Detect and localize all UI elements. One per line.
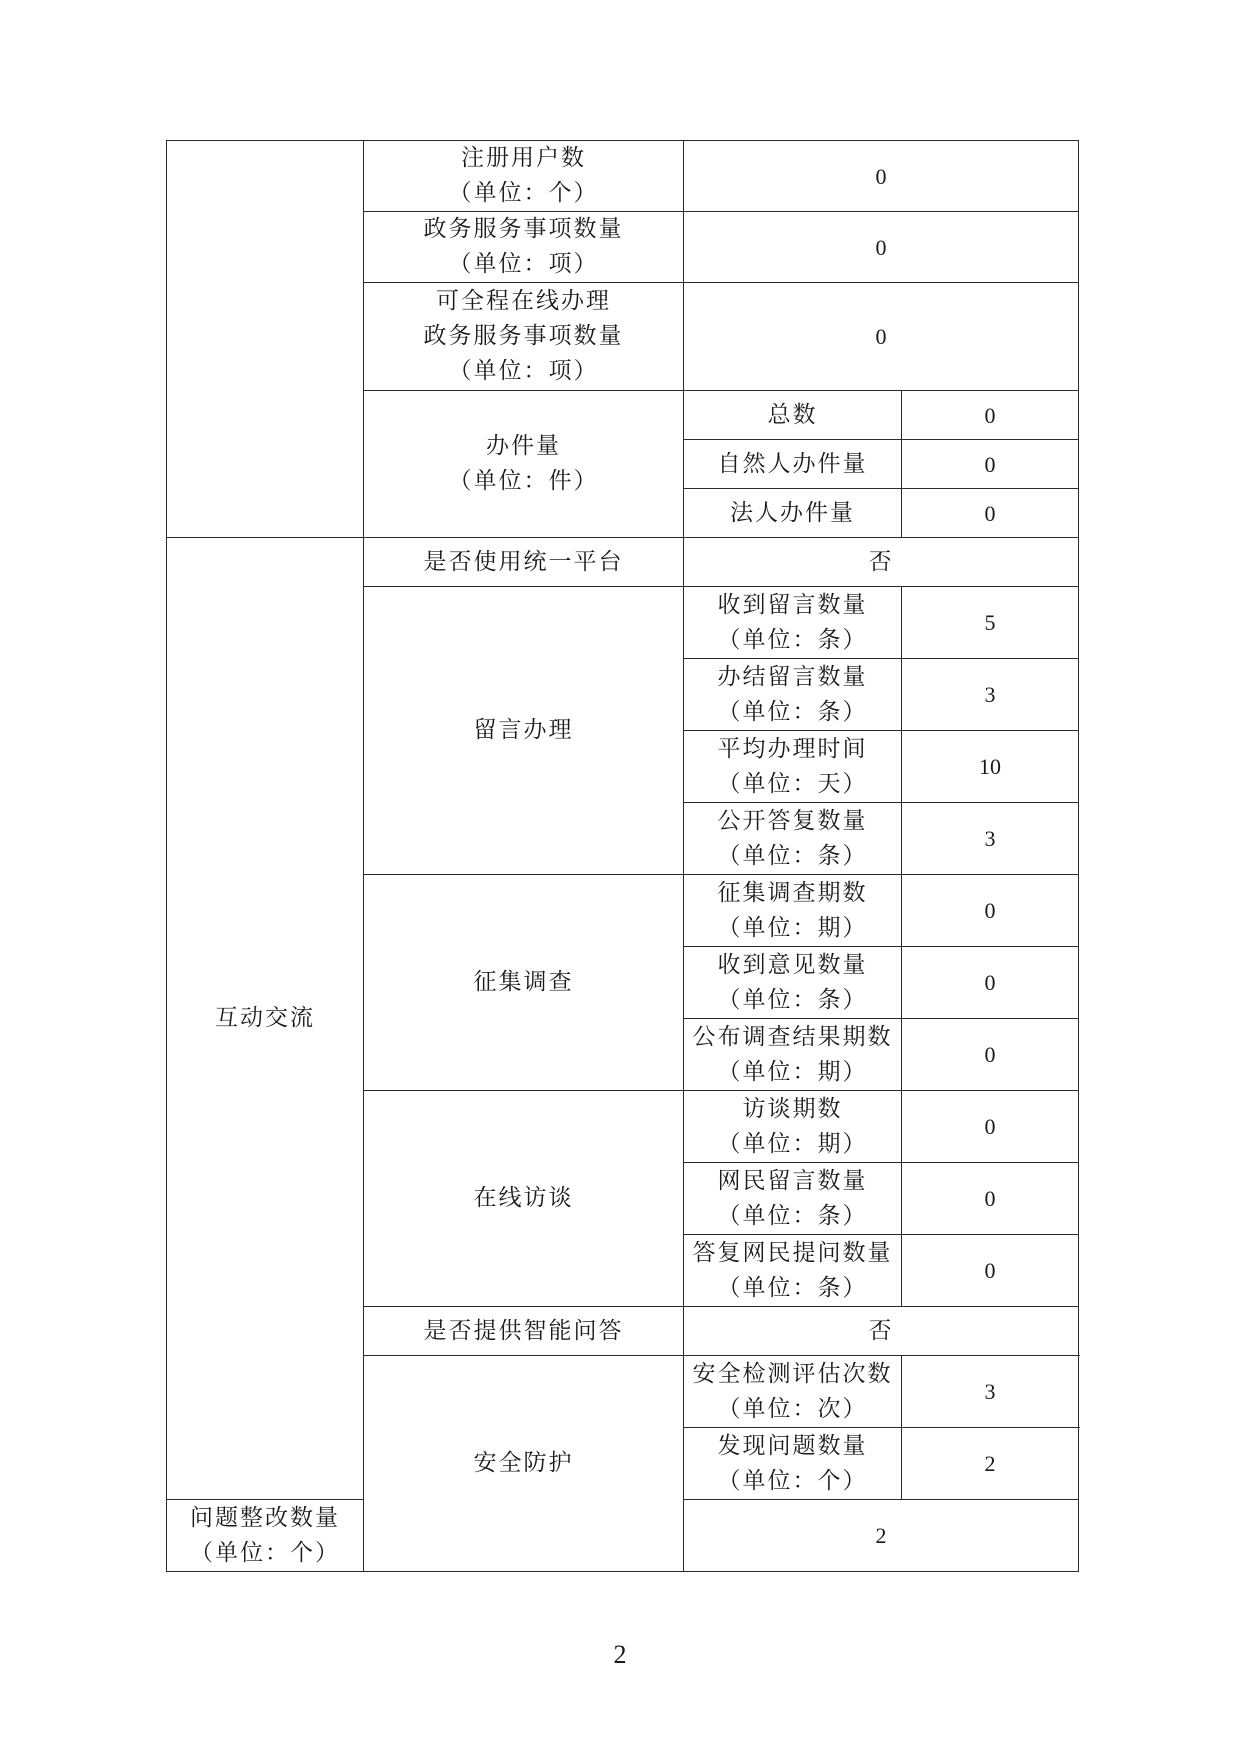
category-cell: 互动交流	[167, 538, 364, 1500]
sub-metric-value-cell: 10	[902, 731, 1079, 803]
group-label-cell: 留言办理	[364, 587, 684, 875]
metric-value-cell: 0	[684, 283, 1079, 391]
metric-label-cell: 是否使用统一平台	[364, 538, 684, 587]
category-cell-empty	[167, 141, 364, 538]
metric-value-cell: 2	[684, 1500, 1079, 1572]
metric-label-cell: 可全程在线办理 政务服务事项数量 （单位：项）	[364, 283, 684, 391]
group-label-cell: 在线访谈	[364, 1091, 684, 1307]
sub-metric-value-cell: 0	[902, 875, 1079, 947]
metric-label-cell: 政务服务事项数量 （单位：项）	[364, 212, 684, 283]
metric-label-cell: 发现问题数量 （单位：个）	[684, 1428, 902, 1500]
table-row	[167, 141, 1079, 212]
sub-metric-value-cell: 0	[902, 1091, 1079, 1163]
sub-metric-label-cell: 自然人办件量	[684, 440, 902, 489]
sub-metric-label-cell: 答复网民提问数量 （单位：条）	[684, 1235, 902, 1307]
metric-value-cell: 否	[684, 1307, 1079, 1356]
statistics-table	[166, 140, 1079, 1572]
metric-value-cell: 否	[684, 538, 1079, 587]
sub-metric-label-cell: 收到留言数量 （单位：条）	[684, 587, 902, 659]
sub-metric-value-cell: 0	[902, 947, 1079, 1019]
group-label-cell: 征集调查	[364, 875, 684, 1091]
sub-metric-value-cell: 0	[902, 1163, 1079, 1235]
sub-metric-value-cell: 3	[902, 659, 1079, 731]
sub-metric-label-cell: 收到意见数量 （单位：条）	[684, 947, 902, 1019]
metric-value-cell: 3	[902, 1356, 1079, 1428]
sub-metric-label-cell: 公布调查结果期数 （单位：期）	[684, 1019, 902, 1091]
sub-metric-label-cell: 总数	[684, 391, 902, 440]
sub-metric-label-cell: 公开答复数量 （单位：条）	[684, 803, 902, 875]
sub-metric-value-cell: 0	[902, 440, 1079, 489]
table-row	[167, 538, 1079, 587]
sub-metric-label-cell: 平均办理时间 （单位：天）	[684, 731, 902, 803]
sub-metric-label-cell: 法人办件量	[684, 489, 902, 538]
sub-metric-value-cell: 3	[902, 803, 1079, 875]
page-number: 2	[613, 1640, 627, 1669]
category-cell: 安全防护	[364, 1356, 684, 1572]
group-label-cell: 办件量 （单位：件）	[364, 391, 684, 538]
sub-metric-label-cell: 征集调查期数 （单位：期）	[684, 875, 902, 947]
metric-label-cell: 是否提供智能问答	[364, 1307, 684, 1356]
metric-value-cell: 2	[902, 1428, 1079, 1500]
metric-value-cell: 0	[684, 212, 1079, 283]
sub-metric-value-cell: 0	[902, 489, 1079, 538]
sub-metric-value-cell: 5	[902, 587, 1079, 659]
metric-label-cell: 注册用户数 （单位：个）	[364, 141, 684, 212]
sub-metric-value-cell: 0	[902, 1019, 1079, 1091]
metric-label-cell: 问题整改数量 （单位：个）	[167, 1500, 364, 1572]
metric-label-cell: 安全检测评估次数 （单位：次）	[684, 1356, 902, 1428]
sub-metric-label-cell: 办结留言数量 （单位：条）	[684, 659, 902, 731]
sub-metric-value-cell: 0	[902, 1235, 1079, 1307]
sub-metric-label-cell: 访谈期数 （单位：期）	[684, 1091, 902, 1163]
sub-metric-label-cell: 网民留言数量 （单位：条）	[684, 1163, 902, 1235]
sub-metric-value-cell: 0	[902, 391, 1079, 440]
metric-value-cell: 0	[684, 141, 1079, 212]
